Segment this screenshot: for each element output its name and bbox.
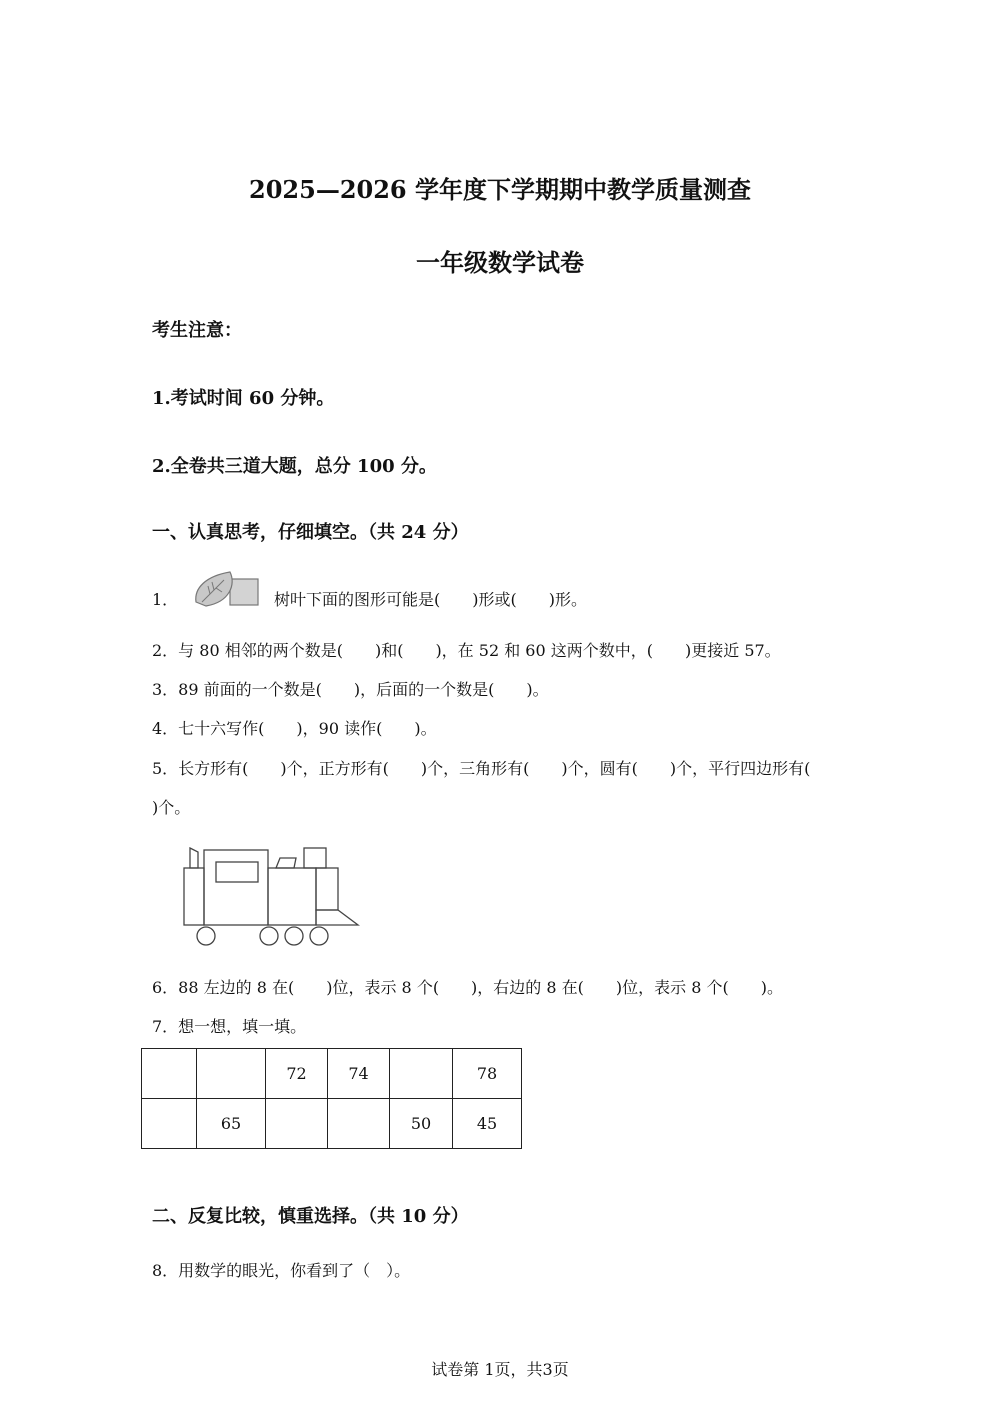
hidden-rectangle-shape <box>230 579 258 605</box>
question-1-text: 树叶下面的图形可能是( )形或( )形。 <box>274 590 587 609</box>
table-cell: 50 <box>390 1099 453 1149</box>
table-cell[interactable] <box>142 1099 197 1149</box>
question-6: 6．88 左边的 8 在( )位，表示 8 个( )，右边的 8 在( )位，表示 8 个( )。 <box>152 978 783 997</box>
train-window-rectangle <box>216 862 258 882</box>
train-wheel-circle <box>310 927 328 945</box>
train-triangle-shape <box>316 910 358 925</box>
leaf-over-shape-figure <box>192 570 262 610</box>
train-front-rectangle <box>316 868 338 910</box>
table-cell[interactable] <box>197 1049 266 1099</box>
table-cell: 72 <box>266 1049 328 1099</box>
table-cell: 45 <box>453 1099 522 1149</box>
number-sequence-table <box>141 1048 522 1149</box>
section-2-heading: 二、反复比较，慎重选择。（共 10 分） <box>152 1206 469 1227</box>
train-wheel-circle <box>197 927 215 945</box>
train-wheel-circle <box>260 927 278 945</box>
notice-heading: 考生注意： <box>152 320 242 341</box>
page-footer: 试卷第 1页，共3页 <box>431 1360 569 1379</box>
question-2: 2．与 80 相邻的两个数是( )和( )，在 52 和 60 这两个数中，( )更接近 57。 <box>152 641 781 660</box>
train-wheel-circle <box>285 927 303 945</box>
notice-item-1: 1.考试时间 60 分钟。 <box>152 388 335 409</box>
question-5-line-2: )个。 <box>152 798 191 817</box>
table-row <box>142 1099 522 1149</box>
question-7: 7．想一想，填一填。 <box>152 1017 307 1036</box>
question-4: 4．七十六写作( )，90 读作( )。 <box>152 719 437 738</box>
train-shapes-figure <box>178 840 368 952</box>
question-3: 3．89 前面的一个数是( )，后面的一个数是( )。 <box>152 680 549 699</box>
train-flag-shape <box>190 848 198 868</box>
table-cell[interactable] <box>328 1099 390 1149</box>
question-5-line-1: 5．长方形有( )个，正方形有( )个，三角形有( )个，圆有( )个，平行四边形有( <box>152 759 811 778</box>
train-body-rectangle <box>268 868 316 925</box>
table-cell[interactable] <box>390 1049 453 1099</box>
table-row <box>142 1049 522 1099</box>
train-parallelogram-shape <box>276 858 296 868</box>
exam-title: 2025—2026 学年度下学期期中教学质量测查 <box>249 175 751 204</box>
table-cell: 74 <box>328 1049 390 1099</box>
table-cell[interactable] <box>266 1099 328 1149</box>
question-1-number: 1． <box>152 590 179 609</box>
table-cell[interactable] <box>142 1049 197 1099</box>
train-rear-rectangle <box>184 868 204 925</box>
table-cell: 78 <box>453 1049 522 1099</box>
exam-subtitle: 一年级数学试卷 <box>416 248 584 277</box>
train-chimney-square <box>304 848 326 868</box>
section-1-heading: 一、认真思考，仔细填空。（共 24 分） <box>152 522 469 543</box>
table-cell: 65 <box>197 1099 266 1149</box>
question-8: 8．用数学的眼光，你看到了（ ）。 <box>152 1261 411 1280</box>
train-cabin-rectangle <box>204 850 268 925</box>
notice-item-2: 2.全卷共三道大题，总分 100 分。 <box>152 456 437 477</box>
